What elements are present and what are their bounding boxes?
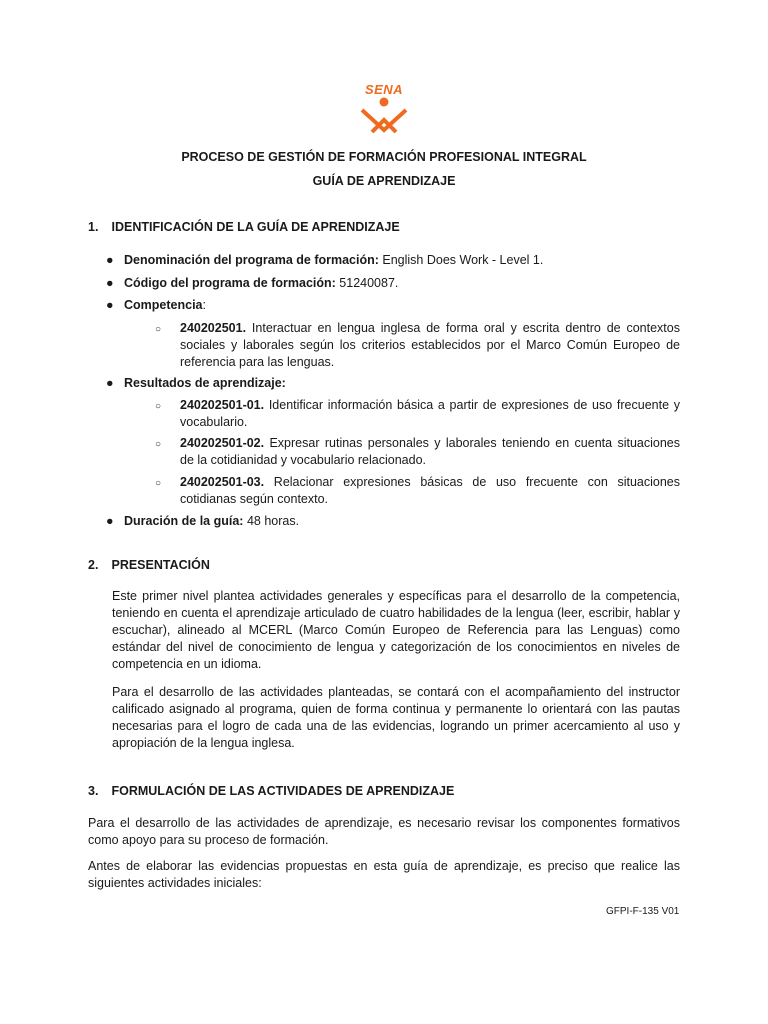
competencia-code: 240202501. [180, 321, 247, 335]
resultado-item [155, 474, 680, 508]
bullet-value: : [202, 298, 206, 312]
bullet-icon: ● [106, 298, 114, 312]
bullet-icon: ● [106, 376, 114, 390]
circle-bullet-icon: ○ [155, 324, 162, 335]
sena-logo [356, 82, 412, 134]
competencia-item [155, 320, 680, 371]
section-1-heading [88, 220, 400, 234]
document-subtitle: GUÍA DE APRENDIZAJE [312, 174, 456, 188]
resultado-item [155, 435, 680, 469]
section-title: IDENTIFICACIÓN DE LA GUÍA DE APRENDIZAJE [111, 220, 400, 234]
bullet-value: 51240087. [335, 276, 399, 290]
bullet-label: Competencia [124, 298, 203, 312]
section-3-heading [88, 784, 454, 798]
bullet-value: 48 horas. [243, 514, 300, 528]
resultado-code: 240202501-03. [180, 475, 265, 489]
bullet-label: Denominación del programa de formación: [124, 253, 379, 267]
resultado-code: 240202501-01. [180, 398, 265, 412]
formulacion-paragraph: Antes de elaborar las evidencias propuestas en esta guía de aprendizaje, es preciso que realice las siguientes actividades iniciales: [88, 859, 680, 890]
resultado-text: Expresar rutinas personales y laborales teniendo en cuenta situaciones de la cotidianidad y vocabulario relacionado. [180, 436, 680, 467]
resultado-text: Identificar información básica a partir de expresiones de uso frecuente y vocabulario. [180, 398, 680, 429]
section-title: FORMULACIÓN DE LAS ACTIVIDADES DE APRENDIZAJE [111, 784, 455, 798]
section-title: PRESENTACIÓN [111, 558, 210, 572]
formulacion-paragraph: Para el desarrollo de las actividades de aprendizaje, es necesario revisar los componentes formativos como apoyo para su proceso de formación. [88, 816, 680, 847]
bullet-competencia [106, 297, 206, 314]
presentacion-paragraph: Este primer nivel plantea actividades generales y específicas para el desarrollo de la competencia, teniendo en cuenta el aprendizaje articulado de cuatro habilidades de la lengua (leer, escribir, hablar y escuchar), alineado al MCERL (Marco Común Europeo de Referencia para las Lenguas) como estándar del nivel de conocimiento de lengua y categorización de los conocimientos en niveles de competencia en un idioma. [112, 589, 680, 671]
bullet-value: English Does Work - Level 1. [378, 253, 544, 267]
resultado-text: Relacionar expresiones básicas de uso frecuente con situaciones cotidianas según contexto. [180, 475, 680, 506]
resultado-item [155, 397, 680, 431]
bullet-icon: ● [106, 514, 114, 528]
bullet-codigo [106, 275, 398, 292]
section-2-heading [88, 558, 210, 572]
bullet-duracion [106, 513, 299, 530]
section-number: 3. [88, 784, 99, 798]
bullet-label: Duración de la guía: [124, 514, 244, 528]
sena-logo-text: SENA [364, 82, 404, 97]
bullet-label: Código del programa de formación: [124, 276, 336, 290]
bullet-label: Resultados de aprendizaje: [124, 376, 286, 390]
resultado-code: 240202501-02. [180, 436, 265, 450]
section-number: 2. [88, 558, 99, 572]
bullet-resultados [106, 375, 286, 392]
section-number: 1. [88, 220, 99, 234]
presentacion-paragraph: Para el desarrollo de las actividades planteadas, se contará con el acompañamiento del instructor calificado asignado al programa, quien de forma continua y permanente lo orientará con las pautas necesarias para el logro de cada una de las evidencias, logrando un primer acercamiento al uso y apropiación de la lengua inglesa. [112, 685, 680, 750]
circle-bullet-icon: ○ [155, 478, 162, 489]
document-title: PROCESO DE GESTIÓN DE FORMACIÓN PROFESIONAL INTEGRAL [181, 150, 587, 164]
bullet-icon: ● [106, 253, 114, 267]
competencia-text: Interactuar en lengua inglesa de forma oral y escrita dentro de contextos sociales y laborales según los criterios establecidos por el Marco Común Europeo de referencia para las lenguas. [180, 321, 680, 369]
circle-bullet-icon: ○ [155, 439, 162, 450]
sena-logo-icon [356, 94, 412, 134]
circle-bullet-icon: ○ [155, 401, 162, 412]
document-code-footer: GFPI-F-135 V01 [606, 906, 680, 917]
bullet-icon: ● [106, 276, 114, 290]
bullet-denominacion [106, 252, 543, 269]
